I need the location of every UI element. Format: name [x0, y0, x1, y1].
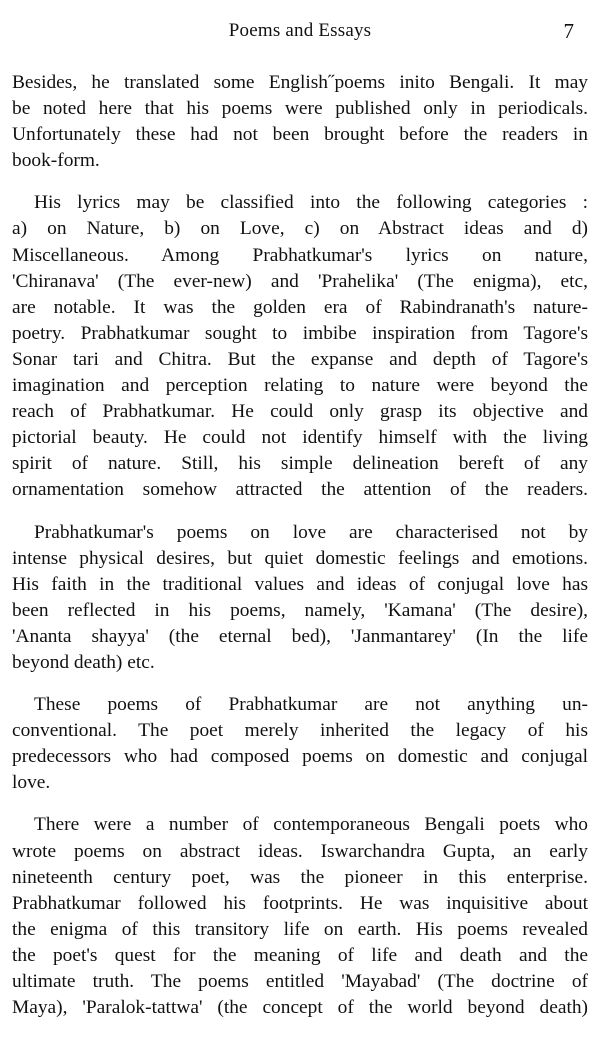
running-title: Poems and Essays [228, 20, 372, 41]
paragraph [12, 812, 588, 1021]
text-line: His faith in the traditional values and ideas of conjugal love has [12, 573, 588, 595]
text-line: beyond death) etc. [12, 651, 155, 673]
text-line: There were a number of contemporaneous Bengali poets who [34, 814, 588, 836]
paragraph [12, 692, 588, 796]
text-line: Unfortunately these had not been brought before the readers in [12, 124, 588, 146]
text-line: His lyrics may be classified into the following categories : [34, 192, 588, 214]
running-head [12, 16, 588, 46]
text-line: spirit of nature. Still, his simple delineation bereft of any [12, 453, 588, 475]
page-number: 7 [563, 19, 574, 43]
text-line: 'Ananta shayya' (the eternal bed), 'Janmantarey' (In the life [12, 625, 588, 647]
paragraph [12, 520, 588, 677]
text-line: be noted here that his poems were published only in periodicals. [12, 98, 588, 120]
text-line: nineteenth century poet, was the pioneer in this enterprise. [12, 866, 588, 888]
text-line: poetry. Prabhatkumar sought to imbibe inspiration from Tagore's [12, 322, 588, 344]
text-line: pictorial beauty. He could not identify himself with the living [12, 427, 588, 449]
text-line: a) on Nature, b) on Love, c) on Abstract ideas and d) [12, 218, 588, 240]
text-line: Sonar tari and Chitra. But the expanse and depth of Tagore's [12, 348, 588, 370]
text-line: ultimate truth. The poems entitled 'Mayabad' (The doctrine of [12, 971, 588, 992]
text-line: been reflected in his poems, namely, 'Kamana' (The desire), [12, 599, 588, 621]
text-line: the poet's quest for the meaning of life and death and the [12, 944, 588, 966]
paragraph [12, 70, 588, 174]
text-line: Maya), 'Paralok-tattwa' (the concept of the world beyond death) [12, 997, 588, 1019]
text-line: love. [12, 772, 51, 794]
text-line: ornamentation somehow attracted the attention of the readers. [12, 479, 588, 501]
text-line: 'Chiranava' (The ever-new) and 'Prahelika' (The enigma), etc, [12, 270, 588, 292]
text-line: conventional. The poet merely inherited the legacy of his [12, 720, 588, 742]
paragraph [12, 190, 588, 503]
text-line: Miscellaneous. Among Prabhatkumar's lyrics on nature, [12, 244, 588, 266]
body-text [12, 70, 588, 1037]
text-line: Besides, he translated some English˝poems inito Bengali. It may [12, 72, 588, 93]
text-line: the enigma of this transitory life on earth. His poems revealed [12, 918, 588, 940]
text-line: predecessors who had composed poems on domestic and conjugal [12, 746, 588, 768]
text-line: These poems of Prabhatkumar are not anything un- [34, 694, 588, 716]
text-line: wrote poems on abstract ideas. Iswarchandra Gupta, an early [12, 840, 588, 862]
text-line: book-form. [12, 150, 100, 172]
text-line: intense physical desires, but quiet domestic feelings and emotions. [12, 547, 588, 569]
text-line: imagination and perception relating to nature were beyond the [12, 375, 588, 397]
text-line: Prabhatkumar followed his footprints. He was inquisitive about [12, 892, 588, 914]
text-line: reach of Prabhatkumar. He could only grasp its objective and [12, 401, 588, 423]
text-line: Prabhatkumar's poems on love are characterised not by [34, 521, 588, 543]
text-line: are notable. It was the golden era of Rabindranath's nature- [12, 296, 588, 318]
